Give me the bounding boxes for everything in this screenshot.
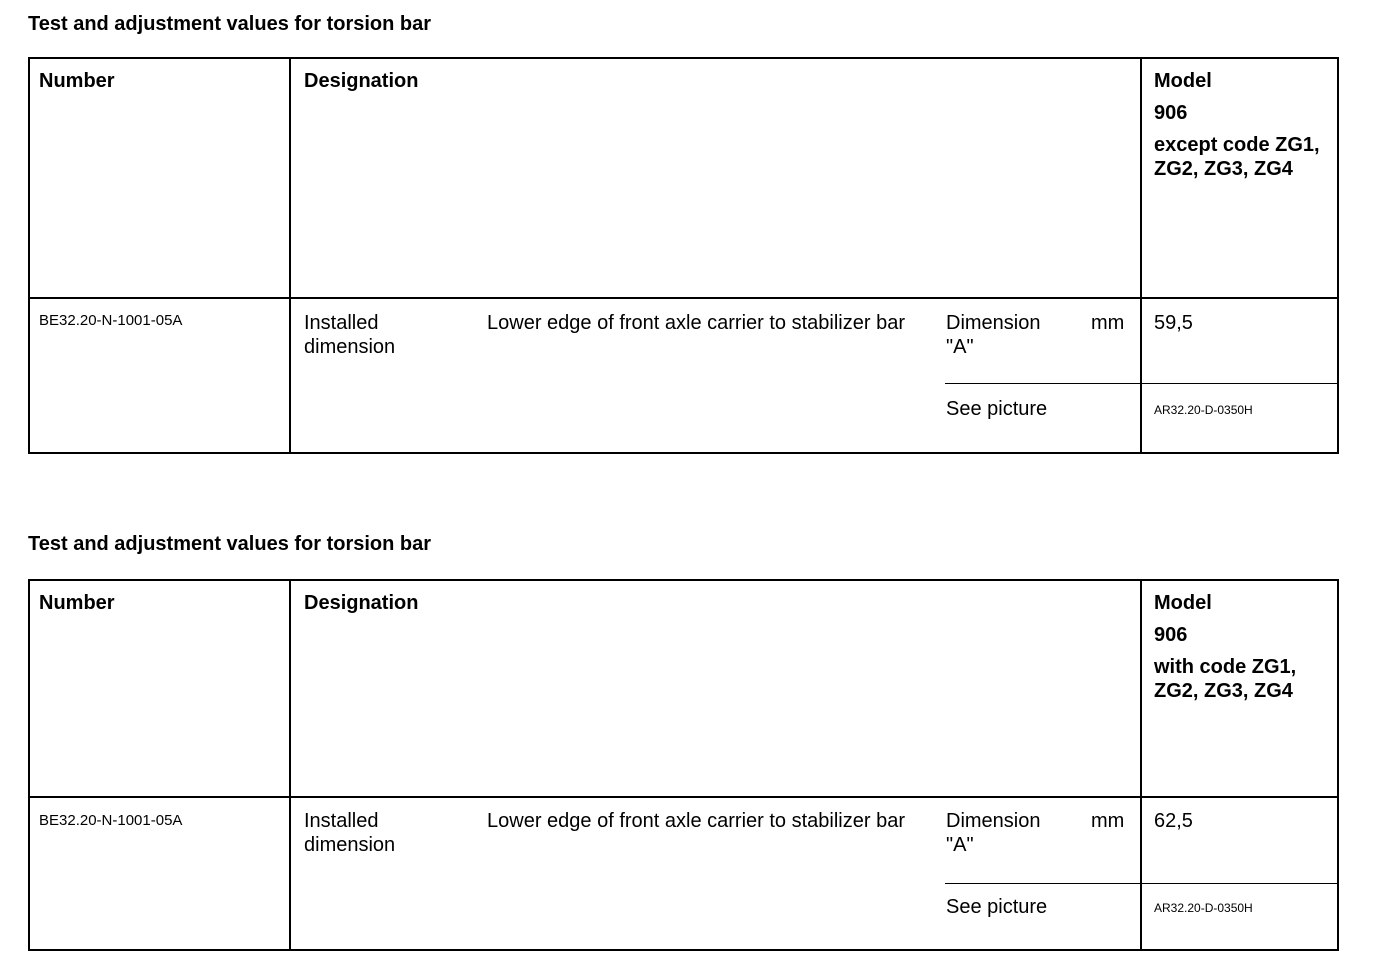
column-divider (1140, 581, 1142, 949)
torsion-bar-table-1 (28, 57, 1339, 454)
row-divider (30, 796, 1337, 798)
header-model (1154, 591, 1324, 703)
row-unit: mm (1091, 312, 1125, 334)
section-title-2: Test and adjustment values for torsion bar (28, 533, 432, 555)
row-dimension: Dimension "A" (946, 810, 1041, 856)
header-number: Number (39, 592, 115, 614)
column-divider (289, 581, 291, 949)
row-divider (30, 297, 1337, 299)
row-value: 62,5 (1154, 810, 1193, 832)
column-divider (289, 59, 291, 452)
row-designation: Installed dimension (304, 312, 396, 358)
header-model (1154, 69, 1324, 181)
header-designation: Designation (304, 592, 419, 614)
torsion-bar-table-2 (28, 579, 1339, 951)
sub-row-divider (945, 883, 1339, 884)
model-condition: with code ZG1, ZG2, ZG3, ZG4 (1154, 656, 1297, 702)
row-description: Lower edge of front axle carrier to stabilizer bar (487, 810, 905, 832)
row-designation: Installed dimension (304, 810, 396, 856)
see-picture-label: See picture (946, 896, 1048, 918)
model-label: Model (1154, 70, 1212, 92)
row-number: BE32.20-N-1001-05A (39, 812, 183, 829)
row-description: Lower edge of front axle carrier to stabilizer bar (487, 312, 905, 334)
row-number: BE32.20-N-1001-05A (39, 312, 183, 329)
see-picture-label: See picture (946, 398, 1048, 420)
model-number: 906 (1154, 624, 1188, 646)
model-label: Model (1154, 592, 1212, 614)
section-title-1: Test and adjustment values for torsion bar (28, 13, 432, 35)
picture-reference-link[interactable]: AR32.20-D-0350H (1154, 403, 1253, 417)
column-divider (1140, 59, 1142, 452)
header-number: Number (39, 70, 115, 92)
row-value: 59,5 (1154, 312, 1193, 334)
header-designation: Designation (304, 70, 419, 92)
row-dimension: Dimension "A" (946, 312, 1041, 358)
row-unit: mm (1091, 810, 1125, 832)
sub-row-divider (945, 383, 1339, 384)
model-number: 906 (1154, 102, 1188, 124)
picture-reference-link[interactable]: AR32.20-D-0350H (1154, 901, 1253, 915)
model-condition: except code ZG1, ZG2, ZG3, ZG4 (1154, 134, 1320, 180)
